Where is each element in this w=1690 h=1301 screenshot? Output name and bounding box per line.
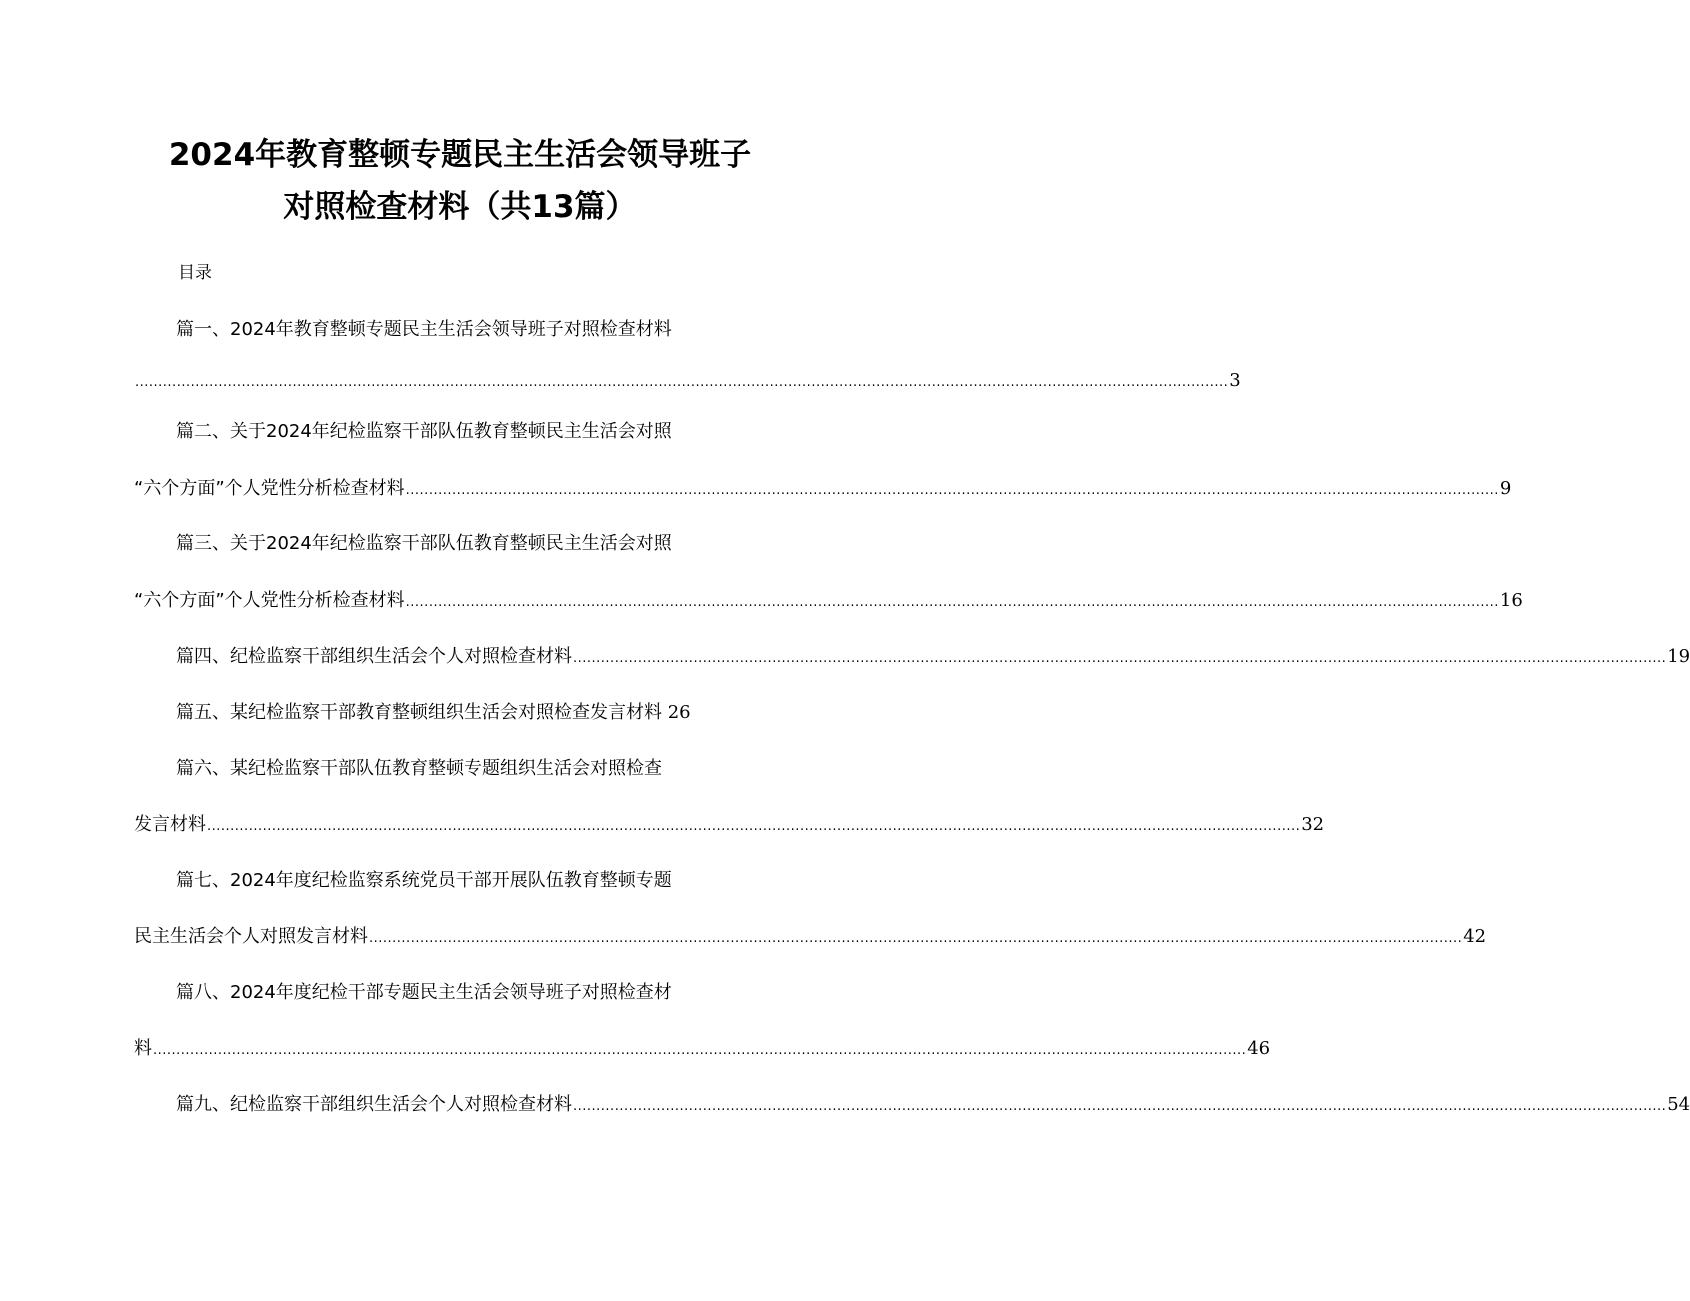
- toc-entry-8-title[interactable]: 篇八、2024年度纪检干部专题民主生活会领导班子对照检查材: [176, 982, 672, 1003]
- dot-leader: ............................................................................................................................................................................................................................................: [573, 651, 1667, 666]
- dot-leader: ............................................................................................................................................................................................................................................: [153, 1043, 1247, 1058]
- toc-entry-1-leader[interactable]: [134, 370, 1241, 392]
- toc-entry-6-page: 32: [1301, 814, 1325, 835]
- toc-entry-3-title[interactable]: 篇三、关于2024年纪检监察干部队伍教育整顿民主生活会对照: [176, 533, 672, 554]
- toc-entry-6-leader[interactable]: [134, 814, 1325, 836]
- toc-entry-7-page: 42: [1463, 926, 1487, 947]
- toc-entry-9-title: 篇九、纪检监察干部组织生活会个人对照检查材料: [176, 1094, 572, 1115]
- toc-entry-5-title: 篇五、某纪检监察干部教育整顿组织生活会对照检查发言材料: [176, 702, 662, 723]
- toc-entry-9[interactable]: [176, 1094, 1690, 1116]
- document-title-line-2: 对照检查材料（共13篇）: [283, 189, 637, 225]
- toc-entry-8-leader[interactable]: [134, 1038, 1271, 1060]
- toc-entry-7-continuation: 民主生活会个人对照发言材料: [134, 926, 368, 947]
- toc-entry-4-title: 篇四、纪检监察干部组织生活会个人对照检查材料: [176, 646, 572, 667]
- dot-leader: ............................................................................................................................................................................................................................................: [405, 483, 1499, 498]
- toc-entry-2-leader[interactable]: [134, 478, 1512, 500]
- toc-entry-4-page: 19: [1667, 646, 1690, 667]
- toc-entry-3-continuation: “六个方面”个人党性分析检查材料: [134, 590, 405, 611]
- document-title-line-1: 2024年教育整顿专题民主生活会领导班子: [168, 137, 752, 173]
- toc-entry-1-page: 3: [1229, 370, 1241, 391]
- toc-entry-2-continuation: “六个方面”个人党性分析检查材料: [134, 478, 405, 499]
- toc-entry-9-page: 54: [1667, 1094, 1690, 1115]
- toc-entry-3-leader[interactable]: [134, 590, 1523, 612]
- toc-entry-2-page: 9: [1499, 478, 1512, 499]
- toc-entry-6-title[interactable]: 篇六、某纪检监察干部队伍教育整顿专题组织生活会对照检查: [176, 758, 662, 779]
- toc-entry-4[interactable]: [176, 646, 1690, 668]
- toc-heading: 目录: [178, 263, 212, 283]
- dot-leader: ............................................................................................................................................................................................................................................: [207, 819, 1301, 834]
- toc-entry-2-title[interactable]: 篇二、关于2024年纪检监察干部队伍教育整顿民主生活会对照: [176, 421, 672, 442]
- toc-entry-5-page: 26: [667, 702, 691, 723]
- dot-leader: ............................................................................................................................................................................................................................................: [405, 595, 1499, 610]
- toc-entry-3-page: 16: [1499, 590, 1523, 611]
- dot-leader: ............................................................................................................................................................................................................................................: [573, 1099, 1667, 1114]
- toc-entry-8-continuation: 料: [134, 1038, 152, 1059]
- dot-leader: ............................................................................................................................................................................................................................................: [135, 375, 1229, 390]
- dot-leader: ............................................................................................................................................................................................................................................: [369, 931, 1463, 946]
- toc-entry-6-continuation: 发言材料: [134, 814, 206, 835]
- toc-entry-8-page: 46: [1247, 1038, 1271, 1059]
- toc-entry-1-title[interactable]: 篇一、2024年教育整顿专题民主生活会领导班子对照检查材料: [176, 319, 672, 340]
- toc-entry-7-leader[interactable]: [134, 926, 1487, 948]
- toc-entry-5[interactable]: [176, 704, 691, 722]
- toc-entry-7-title[interactable]: 篇七、2024年度纪检监察系统党员干部开展队伍教育整顿专题: [176, 870, 672, 891]
